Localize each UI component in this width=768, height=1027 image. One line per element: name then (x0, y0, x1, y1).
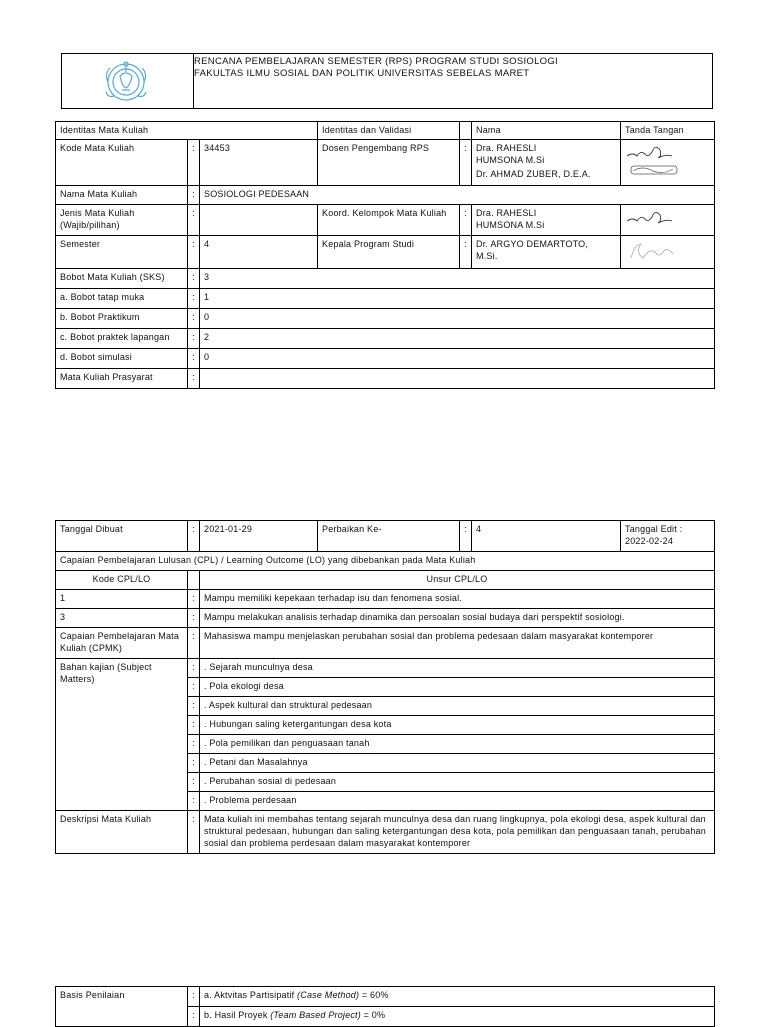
dosen-label: Dosen Pengembang RPS (318, 140, 460, 186)
kode-label: Kode Mata Kuliah (56, 140, 188, 186)
prasyarat-value (200, 369, 715, 389)
dosen-2: Dr. AHMAD ZUBER, D.E.A. (476, 169, 591, 179)
university-seal-icon (62, 54, 193, 108)
list-item: . Petani dan Masalahnya (200, 754, 715, 773)
dosen-signatures (621, 140, 715, 186)
title-line-2: FAKULTAS ILMU SOSIAL DAN POLITIK UNIVERSITAS SEBELAS MARET (194, 68, 530, 79)
nama-label: Nama Mata Kuliah (56, 186, 188, 205)
signature-3-icon (625, 207, 685, 229)
jenis-value (200, 205, 318, 236)
header-identitas: Identitas Mata Kuliah (56, 122, 318, 140)
deskripsi-label: Deskripsi Mata Kuliah (56, 811, 188, 854)
praktikum-value: 0 (200, 309, 715, 329)
penilaian-label: Basis Penilaian (56, 987, 188, 1027)
cpl-kode: 1 (56, 590, 188, 609)
nama-value: SOSIOLOGI PEDESAAN (200, 186, 715, 205)
tanggal-value: 2021-01-29 (200, 521, 318, 552)
lapangan-value: 2 (200, 329, 715, 349)
perbaikan-value: 4 (472, 521, 621, 552)
koord-value: Dra. RAHESLI HUMSONA M.Si (472, 205, 621, 236)
dosen-1: Dra. RAHESLI HUMSONA M.Si (476, 143, 545, 165)
penilaian-item-b: b. Hasil Proyek (Team Based Project) = 0% (200, 1007, 715, 1027)
simulasi-value: 0 (200, 349, 715, 369)
list-item: . Pola pemilikan dan penguasaan tanah (200, 735, 715, 754)
list-item: . Aspek kultural dan struktural pedesaan (200, 697, 715, 716)
cpmk-value: Mahasiswa mampu menjelaskan perubahan sosial dan problema pedesaan dalam masyarakat kontemporer (200, 628, 715, 659)
signature-4-icon (625, 238, 685, 264)
koord-label: Koord. Kelompok Mata Kuliah (318, 205, 460, 236)
deskripsi-value: Mata kuliah ini membahas tentang sejarah munculnya desa dan ruang lingkupnya, pola ekologi desa, aspek kultural dan struktural pedesaan, hubungan dan saling ketergantungan desa kota, pola pemilikan dan penguasaan tanah, perubahan sosial dan problema perdesaan dalam masyarakat kontemporer (200, 811, 715, 854)
logo-cell (62, 54, 194, 108)
cpl-unsur: Mampu memiliki kepekaan terhadap isu dan fenomena sosial. (200, 590, 715, 609)
prasyarat-label: Mata Kuliah Prasyarat (56, 369, 188, 389)
semester-label: Semester (56, 236, 188, 269)
lapangan-label: c. Bobot praktek lapangan (56, 329, 188, 349)
list-item: . Pola ekologi desa (200, 678, 715, 697)
tanggal-edit: Tanggal Edit : 2022-02-24 (621, 521, 715, 552)
kode-cpl-header: Kode CPL/LO (56, 571, 188, 590)
signature-2-icon (625, 162, 685, 178)
cpl-table: Tanggal Dibuat : 2021-01-29 Perbaikan Ke- : 4 Tanggal Edit : 2022-02-24 Capaian Pembelajaran Lulusan (CPL) / Learning Outcome (LO) yang dibebankan pada Mata Kuliah Kode CPL/LO Unsur CPL/LO 1 : Mampu memiliki kepekaan terhadap isu dan fenomena sosial. 3 : Mampu melakukan analisis terhadap dinamika dan persoalan sosial budaya dari perspektif sosiologi. Capaian Pembelajaran Mata Kuliah (CPMK) : Mahasiswa mampu menjelaskan perubahan sosial dan problema pedesaan dalam masyarakat kontemporer Bahan kajian (Subject Matters) : . Sejarah munculnya desa : . Pola ekologi desa : . Aspek kultural dan struktural pedesaan : . Hubungan saling ketergantungan desa kota : . Pola pemilikan dan penguasaan tanah : . Petani dan Masalahnya : . Perubahan sosial di pedesaan : . Problema perdesaan Deskripsi Mata Kuliah : Mata kuliah ini membahas tentang sejarah munculnya desa dan ruang lingkupnya, pola ekologi desa, aspek kultural dan struktural pedesaan, hubungan dan saling ketergantungan desa kota, pola pemilikan dan penguasaan tanah, perubahan sosial dan problema perdesaan dalam masyarakat kontemporer (55, 520, 715, 854)
bobot-value: 3 (200, 269, 715, 289)
header-ttd: Tanda Tangan (621, 122, 715, 140)
header-nama: Nama (472, 122, 621, 140)
cpl-kode: 3 (56, 609, 188, 628)
cpmk-label: Capaian Pembelajaran Mata Kuliah (CPMK) (56, 628, 188, 659)
penilaian-table: Basis Penilaian : a. Aktvitas Partisipatif (Case Method) = 60% : b. Hasil Proyek (Team Based Project) = 0% (55, 986, 715, 1027)
jenis-label: Jenis Mata Kuliah (Wajib/pilihan) (56, 205, 188, 236)
praktikum-label: b. Bobot Praktikum (56, 309, 188, 329)
cpl-heading: Capaian Pembelajaran Lulusan (CPL) / Learning Outcome (LO) yang dibebankan pada Mata Kuliah (56, 552, 715, 571)
tanggal-label: Tanggal Dibuat (56, 521, 188, 552)
cpl-unsur: Mampu melakukan analisis terhadap dinamika dan persoalan sosial budaya dari perspektif sosiologi. (200, 609, 715, 628)
header-validasi: Identitas dan Validasi (318, 122, 460, 140)
identity-table: Identitas Mata Kuliah Identitas dan Validasi Nama Tanda Tangan Kode Mata Kuliah : 34453 Dosen Pengembang RPS : Dra. RAHESLI HUMSONA M.Si Dr. AHMAD ZUBER, D.E.A. Nama Mata Kuliah : SOSIOLOGI PEDESAAN Jenis Mata Kuliah (Wajib/pilihan) : Koord. Kelompok Mata Kuliah : Dra. RAHESLI HUMSONA M.Si Semester : 4 Kepala Program Studi : Dr. ARGYO DEMARTOTO, M.Si. Bobot Mata Kuliah (SKS) : 3 a. Bobot tatap muka : 1 b. Bobot Praktikum : 0 c. Bobot praktek lapangan : 2 d. Bobot simulasi : 0 Mata Kuliah Prasyarat : (55, 121, 715, 389)
list-item: . Sejarah munculnya desa (200, 659, 715, 678)
list-item: . Problema perdesaan (200, 792, 715, 811)
simulasi-label: d. Bobot simulasi (56, 349, 188, 369)
dosen-names (472, 140, 621, 186)
tatap-label: a. Bobot tatap muka (56, 289, 188, 309)
table-row: 3 : Mampu melakukan analisis terhadap dinamika dan persoalan sosial budaya dari perspektif sosiologi. (56, 609, 715, 628)
bobot-label: Bobot Mata Kuliah (SKS) (56, 269, 188, 289)
table-row: 1 : Mampu memiliki kepekaan terhadap isu dan fenomena sosial. (56, 590, 715, 609)
signature-1-icon (625, 142, 685, 162)
koord-signature (621, 205, 715, 236)
document-title (194, 56, 558, 80)
kaprodi-signature (621, 236, 715, 269)
kaprodi-label: Kepala Program Studi (318, 236, 460, 269)
perbaikan-label: Perbaikan Ke- (318, 521, 460, 552)
kaprodi-value: Dr. ARGYO DEMARTOTO, M.Si. (472, 236, 621, 269)
kode-value: 34453 (200, 140, 318, 186)
list-item: . Hubungan saling ketergantungan desa kota (200, 716, 715, 735)
tatap-value: 1 (200, 289, 715, 309)
penilaian-item-a: a. Aktvitas Partisipatif (Case Method) = 60% (200, 987, 715, 1007)
list-item: . Perubahan sosial di pedesaan (200, 773, 715, 792)
bahan-label: Bahan kajian (Subject Matters) (56, 659, 188, 811)
semester-value: 4 (200, 236, 318, 269)
document-header (61, 53, 713, 109)
unsur-cpl-header: Unsur CPL/LO (200, 571, 715, 590)
title-line-1: RENCANA PEMBELAJARAN SEMESTER (RPS) PROGRAM STUDI SOSIOLOGI (194, 56, 558, 67)
